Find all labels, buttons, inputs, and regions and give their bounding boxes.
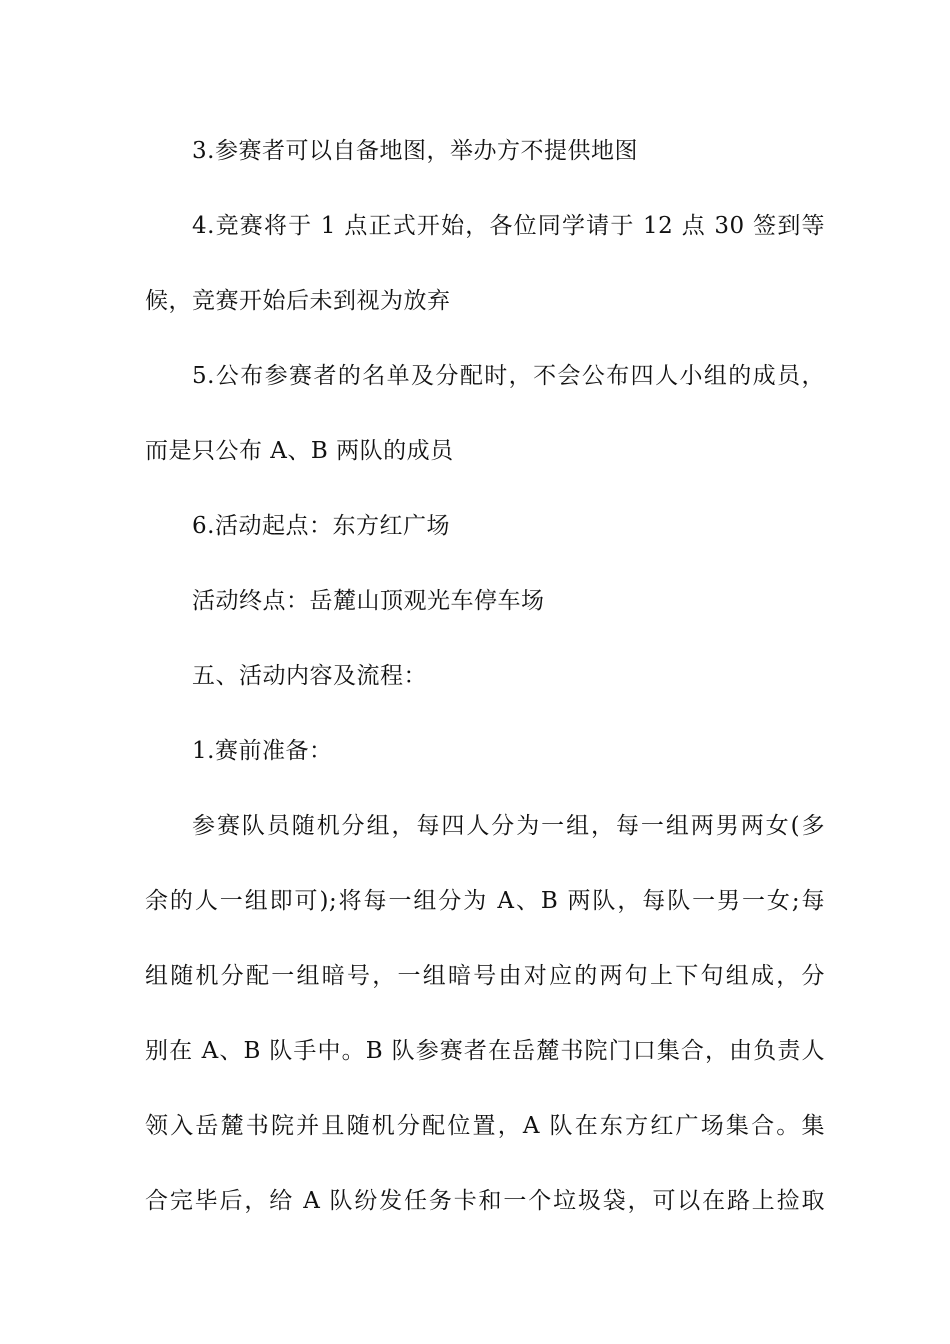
item-4-start-time-line-2: 候，竞赛开始后未到视为放弃 [145,288,451,314]
preparation-paragraph-line-6: 合完毕后，给 A 队纷发任务卡和一个垃圾袋，可以在路上捡取 [145,1188,825,1214]
item-5-roster-line-1: 5.公布参赛者的名单及分配时，不会公布四人小组的成员， [192,363,825,389]
preparation-paragraph-line-1: 参赛队员随机分组，每四人分为一组，每一组两男两女(多 [192,813,825,839]
preparation-paragraph-line-3: 组随机分配一组暗号，一组暗号由对应的两句上下句组成，分 [145,963,825,989]
item-5-roster-line-2: 而是只公布 A、B 两队的成员 [145,438,454,464]
preparation-paragraph-line-5: 领入岳麓书院并且随机分配位置，A 队在东方红广场集合。集 [145,1113,825,1139]
subsection-1-heading: 1.赛前准备： [192,738,333,764]
item-3-map-rule: 3.参赛者可以自备地图，举办方不提供地图 [192,138,638,164]
end-point: 活动终点：岳麓山顶观光车停车场 [192,588,545,614]
preparation-paragraph-line-4: 别在 A、B 队手中。B 队参赛者在岳麓书院门口集合，由负责人 [145,1038,825,1064]
item-4-start-time-line-1: 4.竞赛将于 1 点正式开始，各位同学请于 12 点 30 签到等 [192,213,825,239]
document-body [145,130,825,1255]
section-5-heading: 五、活动内容及流程： [192,663,427,689]
preparation-paragraph-line-2: 余的人一组即可);将每一组分为 A、B 两队，每队一男一女;每 [145,888,825,914]
item-6-start-point: 6.活动起点：东方红广场 [192,513,450,539]
